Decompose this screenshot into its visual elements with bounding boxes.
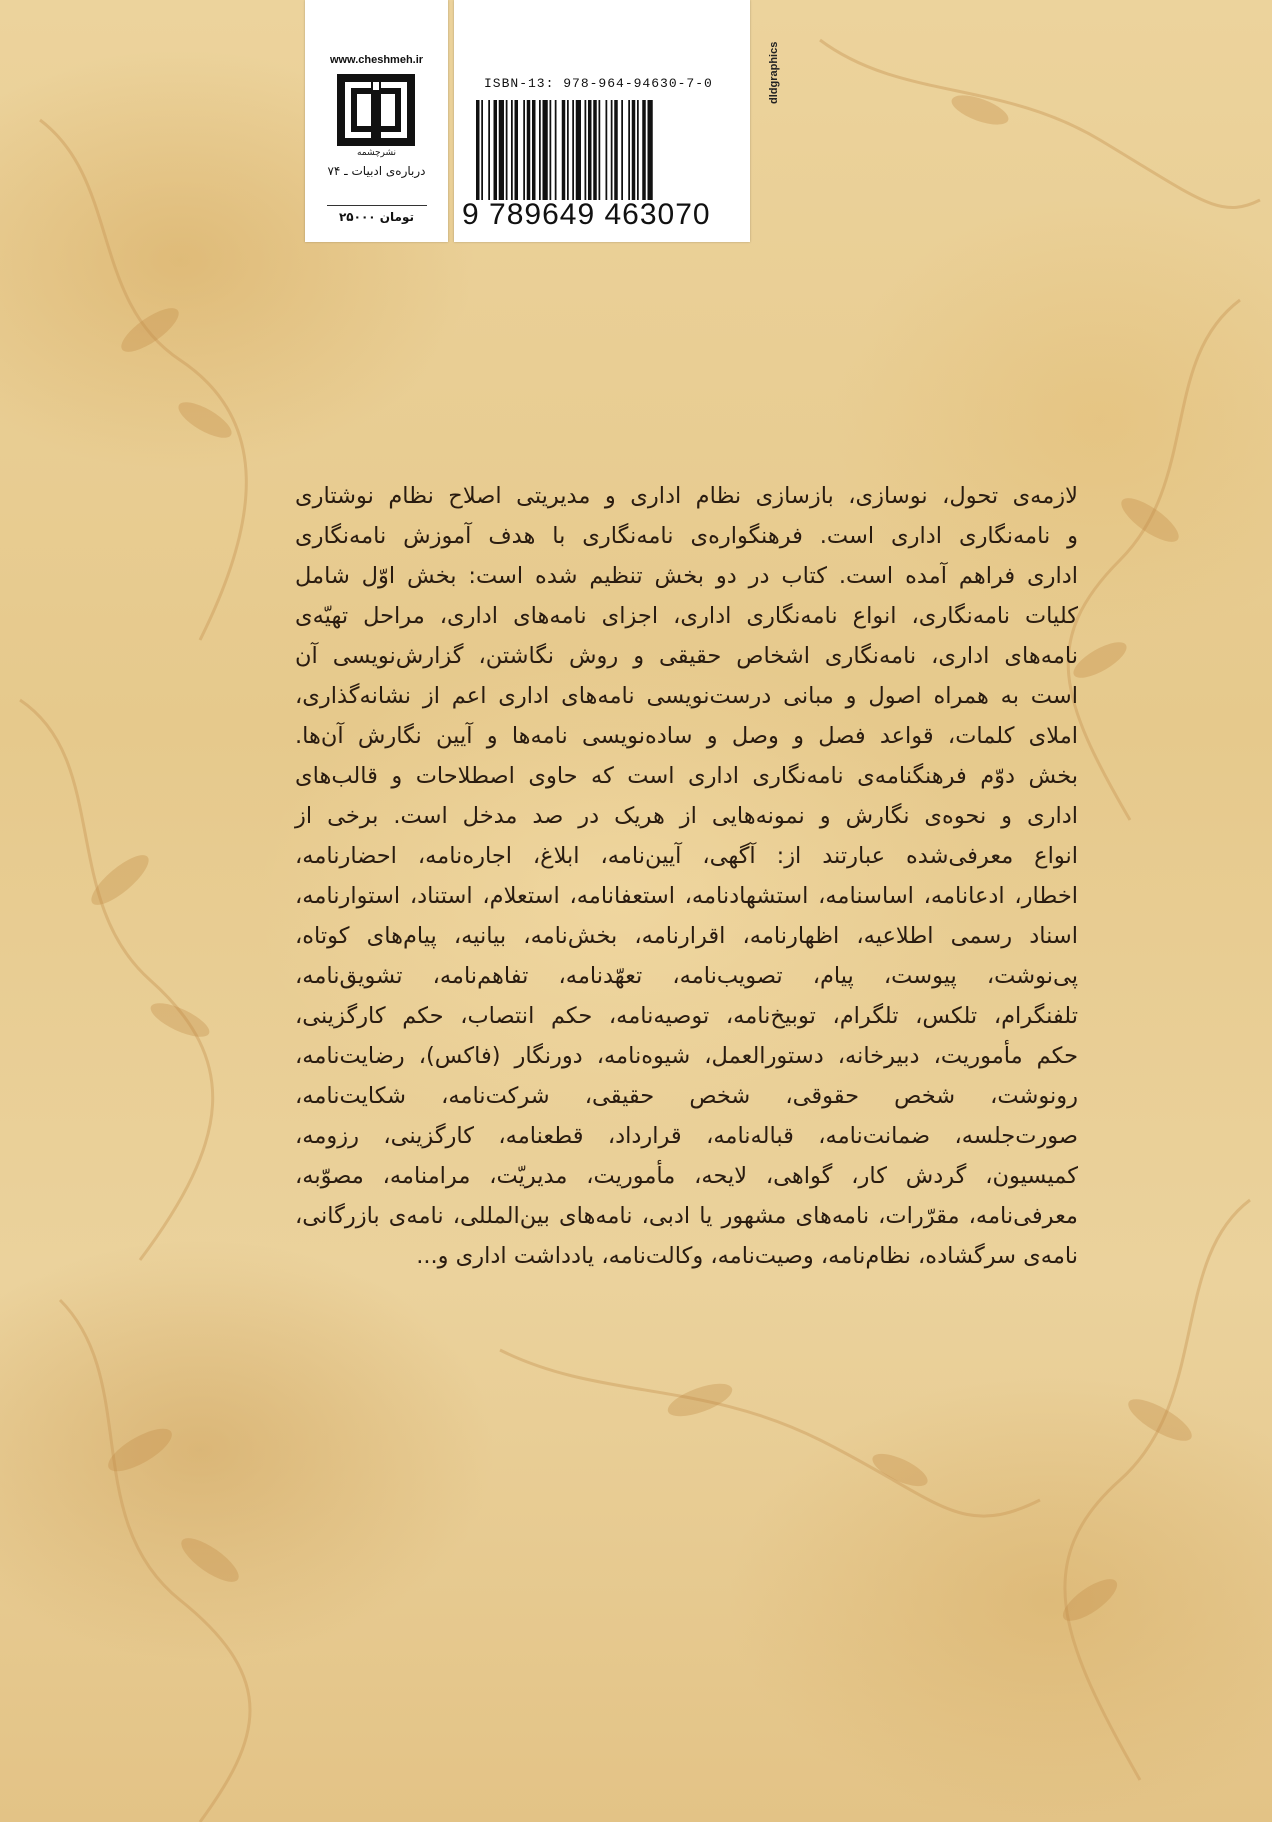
description-line: کمیسیون، گردش کار، گواهی، لایحه، مأموریت، مدیریّت، مرامنامه، مصوّبه،	[295, 1163, 1078, 1189]
publisher-name: نشرچشمه	[356, 148, 397, 158]
description-line: و نامه‌نگاری اداری است. فرهنگواره‌ی نامه‌نگاری با هدف آموزش نامه‌نگاری	[295, 523, 1078, 549]
description-line: پی‌نوشت، پیوست، پیام، تصویب‌نامه، تعهّدنامه، تفاهم‌نامه، تشویق‌نامه،	[295, 963, 1078, 989]
publisher-logo-icon	[335, 72, 417, 148]
publisher-url: www.cheshmeh.ir	[329, 54, 424, 66]
barcode-box	[454, 0, 750, 242]
description-text	[295, 476, 1078, 1276]
description-line: معرفی‌نامه، مقرّرات، نامه‌های مشهور یا ادبی، نامه‌های بین‌المللی، نامه‌ی بازرگانی،	[295, 1203, 1078, 1229]
description-line: است به همراه اصول و مبانی درست‌نویسی نامه‌های اداری اعم از نشانه‌گذاری،	[295, 683, 1078, 709]
isbn-label: ISBN-13: 978-964-94630-7-0	[484, 76, 713, 91]
description-line: املای کلمات، قواعد فصل و وصل و ساده‌نویسی نامه‌ها و آیین نگارش آن‌ها.	[295, 723, 1078, 749]
barcode-bars	[472, 100, 734, 200]
description-line: اداری فراهم آمده است. کتاب در دو بخش تنظیم شده است: بخش اوّل شامل	[295, 563, 1078, 589]
description-line: لازمه‌ی تحول، نوسازی، بازسازی نظام اداری و مدیریتی اصلاح نظام نوشتاری	[295, 483, 1078, 509]
series-label: درباره‌ی ادبیات ـ ۷۴	[327, 164, 426, 178]
description-line: نامه‌ی سرگشاده، نظام‌نامه، وصیت‌نامه، وکالت‌نامه، یادداشت اداری و...	[416, 1243, 1078, 1269]
barcode-number: 9 789649 463070	[462, 198, 711, 231]
description-line: انواع معرفی‌شده عبارتند از: آگهی، آیین‌نامه، ابلاغ، اجاره‌نامه، احضارنامه،	[295, 843, 1078, 869]
publisher-box	[305, 0, 448, 242]
description-line: کلیات نامه‌نگاری، انواع نامه‌نگاری اداری، اجزای نامه‌های اداری، مراحل تهیّه‌ی	[295, 603, 1078, 629]
price-label: ۲۵۰۰۰ تومان	[338, 210, 415, 224]
divider	[327, 205, 427, 206]
description-line: بخش دوّم فرهنگنامه‌ی نامه‌نگاری اداری است که حاوی اصطلاحات و قالب‌های	[295, 763, 1078, 789]
description-line: حکم مأموریت، دبیرخانه، دستورالعمل، شیوه‌نامه، دورنگار (فاکس)، رضایت‌نامه،	[295, 1043, 1078, 1069]
studio-credit: dldgraphics	[768, 41, 780, 104]
description-line: نامه‌های اداری، نامه‌نگاری اشخاص حقیقی و روش نگاشتن، گزارش‌نویسی آن	[295, 643, 1078, 669]
description-line: اسناد رسمی اطلاعیه، اظهارنامه، اقرارنامه، بخش‌نامه، بیانیه، پیام‌های کوتاه،	[295, 923, 1078, 949]
description-line: اداری و نحوه‌ی نگارش و نمونه‌هایی از هریک در صد مدخل است. برخی از	[295, 803, 1078, 829]
description-line: رونوشت، شخص حقوقی، شخص حقیقی، شرکت‌نامه، شکایت‌نامه،	[295, 1083, 1078, 1109]
description-line: اخطار، ادعانامه، اساسنامه، استشهادنامه، استعفانامه، استعلام، استناد، استوارنامه،	[295, 883, 1078, 909]
description-line: تلفنگرام، تلکس، تلگرام، توبیخ‌نامه، توصیه‌نامه، حکم انتصاب، حکم کارگزینی،	[295, 1003, 1078, 1029]
description-line: صورت‌جلسه، ضمانت‌نامه، قباله‌نامه، قرارداد، قطعنامه، کارگزینی، رزومه،	[295, 1123, 1078, 1149]
